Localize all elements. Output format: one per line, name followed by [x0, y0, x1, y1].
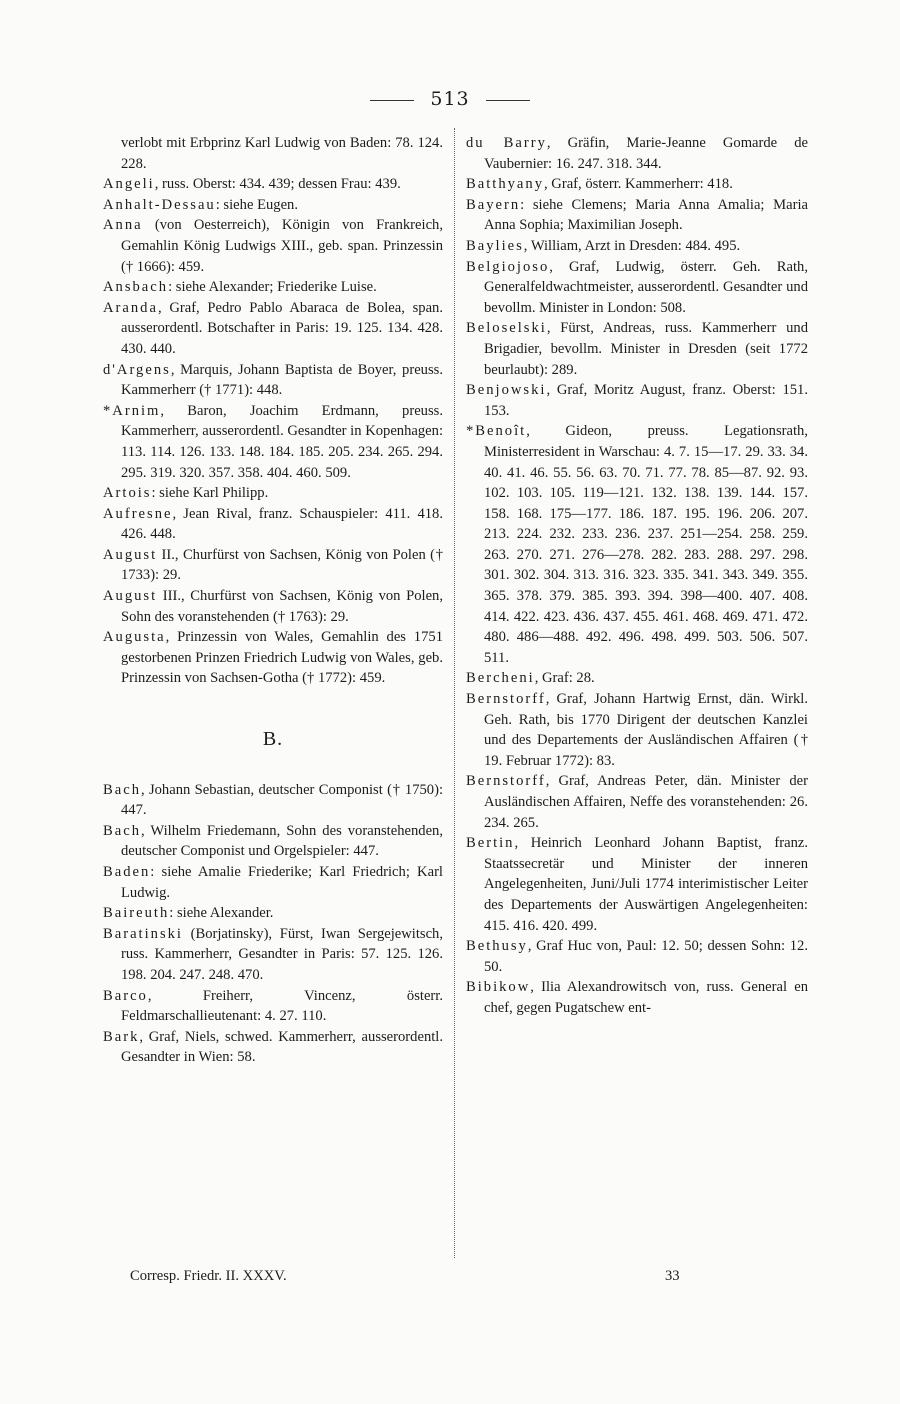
index-entry — [466, 174, 808, 195]
index-entry — [466, 380, 808, 421]
index-entry — [103, 586, 443, 627]
entry-headword: Baden — [103, 864, 151, 880]
index-entry — [103, 360, 443, 401]
entry-headword: Benjowski — [466, 382, 547, 399]
entry-text: : siehe Clemens; Maria Anna Amalia; Maria Anna Sophia; Maximilian Joseph. — [484, 196, 808, 234]
index-entry — [103, 277, 443, 298]
entry-text: , Baron, Joachim Erdmann, preuss. Kammerherr, ausserordentl. Gesandter in Kopenhagen: 113. 114. 126. 133. 148. 184. 185. 205. 234. 265. 294. 295. 319. 320. 357. 358. 404. 460. 509. — [121, 402, 443, 481]
entry-headword: d'Argens — [103, 361, 171, 378]
entry-headword: Bethusy — [466, 938, 528, 955]
column-divider — [454, 128, 455, 1258]
entry-headword: Beloselski — [466, 320, 547, 337]
index-entry — [466, 771, 808, 833]
index-entry — [103, 504, 443, 545]
entry-headword: Belgiojoso — [466, 258, 550, 275]
entry-text: , russ. Oberst: 434. 439; dessen Frau: 439. — [154, 176, 401, 193]
index-entry — [103, 821, 443, 862]
entry-headword: Artois — [103, 485, 152, 502]
entry-text: : siehe Amalie Friederike; Karl Friedrich; Karl Ludwig. — [121, 864, 443, 901]
entry-text: II., Churfürst von Sachsen, König von Polen († 1733): 29. — [121, 546, 443, 584]
entry-text: (Borjatinsky), Fürst, Iwan Sergejewitsch, russ. Kammerherr, Gesandter in Paris: 57. 125. 126. 198. 204. 247. 248. 470. — [121, 925, 443, 983]
entry-headword: Bark — [103, 1028, 140, 1045]
index-entry — [466, 689, 808, 771]
entry-headword: Bibikow — [466, 979, 531, 996]
entry-text: , Marquis, Johann Baptista de Boyer, preuss. Kammerherr († 1771): 448. — [121, 361, 443, 399]
index-entry — [466, 977, 808, 1018]
entry-headword: Barco — [103, 987, 148, 1004]
index-entry — [103, 195, 443, 216]
entry-headword: Augusta — [103, 629, 166, 646]
index-entry — [103, 1027, 443, 1068]
index-entry — [103, 924, 443, 986]
entry-text: III., Churfürst von Sachsen, König von Polen, Sohn des voranstehenden († 1763): 29. — [121, 588, 443, 625]
entry-text: , Graf, Niels, schwed. Kammerherr, ausserordentl. Gesandter in Wien: 58. — [121, 1028, 443, 1066]
entry-text: , Wilhelm Friedemann, Sohn des voranstehenden, deutscher Componist und Orgelspieler: 447. — [121, 822, 443, 860]
entry-headword: Bernstorff — [466, 691, 546, 708]
index-group-a — [103, 133, 443, 689]
entry-headword: Bercheni — [466, 670, 535, 687]
entry-headword: Anhalt-Dessau — [103, 196, 216, 213]
entry-headword: August — [103, 588, 158, 605]
entry-headword: Bayern — [466, 196, 521, 213]
entry-text: , Prinzessin von Wales, Gemahlin des 1751 gestorbenen Prinzen Friedrich Ludwig von Wales, geb. Prinzessin von Sachsen-Gotha († 1772): 459. — [121, 629, 443, 687]
index-entry — [466, 236, 808, 257]
entry-headword: *Arnim — [103, 402, 161, 419]
entry-text: , Graf, Ludwig, österr. Geh. Rath, Generalfeldwachtmeister, ausserordentl. Gesandter und bevollm. Minister in London: 508. — [484, 258, 808, 316]
entry-text: , Fürst, Andreas, russ. Kammerherr und Brigadier, bevollm. Minister in Dresden (seit 1772 beurlaubt): 289. — [484, 320, 808, 378]
entry-text: : siehe Eugen. — [215, 196, 299, 213]
footer-signature: Corresp. Friedr. II. XXXV. — [130, 1268, 287, 1284]
index-entry — [103, 174, 443, 195]
index-entry — [466, 318, 808, 380]
index-entry — [103, 483, 443, 504]
index-entry — [103, 780, 443, 821]
entry-headword: Aranda — [103, 299, 158, 316]
entry-text: , Graf, österr. Kammerherr: 418. — [544, 176, 733, 193]
entry-headword: Baireuth — [103, 905, 170, 922]
index-group-b — [103, 780, 443, 1068]
index-entry — [103, 298, 443, 360]
page-number: 513 — [430, 88, 470, 110]
right-column — [466, 133, 808, 1019]
entry-text: , Jean Rival, franz. Schauspieler: 411. 418. 426. 448. — [121, 505, 443, 543]
entry-text: , Graf, Andreas Peter, dän. Minister der Ausländischen Affairen, Neffe des voranstehenden: 26. 234. 265. — [484, 773, 808, 831]
index-entry — [466, 936, 808, 977]
entry-text: verlobt mit Erbprinz Karl Ludwig von Baden: 78. 124. 228. — [121, 135, 443, 172]
entry-text: , Freiherr, Vincenz, österr. Feldmarschallieutenant: 4. 27. 110. — [121, 987, 443, 1025]
entry-text: , Gräfin, Marie-Jeanne Gomarde de Vaubernier: 16. 247. 318. 344. — [484, 135, 808, 172]
index-entry — [466, 421, 808, 668]
entry-text: , Johann Sebastian, deutscher Componist († 1750): 447. — [121, 781, 443, 819]
index-entry — [103, 401, 443, 483]
entry-headword: Batthyany — [466, 176, 544, 193]
index-entry — [103, 862, 443, 903]
index-entry — [466, 133, 808, 174]
index-entry — [103, 133, 443, 174]
index-entry — [103, 903, 443, 924]
entry-headword: Aufresne — [103, 505, 173, 522]
entry-headword: Anna — [103, 217, 143, 234]
entry-text: , Graf, Moritz August, franz. Oberst: 151. 153. — [484, 382, 808, 419]
entry-text: , Graf: 28. — [534, 670, 595, 687]
entry-headword: Bernstorff — [466, 773, 546, 790]
entry-headword: Angeli — [103, 176, 155, 193]
entry-text: , Graf Huc von, Paul: 12. 50; dessen Sohn: 12. 50. — [484, 938, 808, 975]
page-header — [0, 88, 900, 110]
entry-headword: Bach — [103, 781, 141, 798]
index-entry — [103, 545, 443, 586]
footer-sheet-number: 33 — [665, 1268, 680, 1284]
entry-headword: Ansbach — [103, 279, 169, 296]
section-heading: B. — [262, 728, 284, 751]
entry-text: , William, Arzt in Dresden: 484. 495. — [523, 237, 741, 254]
entry-text: : siehe Alexander. — [169, 905, 274, 922]
entry-headword: Bertin — [466, 835, 515, 852]
entry-headword: du Barry — [466, 135, 547, 151]
entry-text: , Graf, Johann Hartwig Ernst, dän. Wirkl. Geh. Rath, bis 1770 Dirigent der deutschen Kanzlei und des Departements der Ausländischen Affairen († 19. Februar 1772): 83. — [484, 691, 808, 769]
entry-headword: Baratinski — [103, 925, 183, 942]
entry-text: : siehe Alexander; Friederike Luise. — [168, 279, 377, 296]
index-entry — [103, 215, 443, 277]
index-entry — [466, 668, 808, 689]
entry-text: , Gideon, preuss. Legationsrath, Ministerresident in Warschau: 4. 7. 15—17. 29. 33. 34. 40. 41. 46. 55. 56. 63. 70. 71. 77. 78. 85—87. 92. 93. 102. 103. 105. 119—121. 132. 138. 139. 144. 157. 158. 168. 175—177. 186. 187. 195. 196. 206. 207. 213. 224. 232. 233. 236. 237. 251—254. 258. 259. 263. 270. 271. 276—278. 282. 283. 288. 297. 298. 301. 302. 304. 313. 316. 323. 335. 341. 343. 349. 355. 365. 378. 379. 385. 393. 394. 398—400. 407. 408. 414. 422. 423. 436. 437. 455. 461. 468. 469. 471. 472. 480. 486—488. 492. 496. 498. 499. 503. 506. 507. 511. — [484, 423, 808, 666]
entry-text: , Heinrich Leonhard Johann Baptist, franz. Staatssecretär und Minister der inneren Angelegenheiten, Juni/Juli 1774 interimistischer Leiter des Departements der Auswärtigen Angelegenheiten: 415. 416. 420. 499. — [484, 835, 808, 934]
index-entry — [466, 257, 808, 319]
entry-headword: Baylies — [466, 237, 524, 254]
index-entry — [466, 195, 808, 236]
left-column — [103, 133, 443, 1068]
index-entry — [103, 986, 443, 1027]
header-rule-left — [370, 100, 414, 101]
entry-headword: *Benoît — [466, 423, 527, 440]
entry-text: : siehe Karl Philipp. — [151, 485, 269, 502]
entry-text: (von Oesterreich), Königin von Frankreich, Gemahlin König Ludwigs XIII., geb. span. Prinzessin († 1666): 459. — [121, 217, 443, 275]
entry-text: , Graf, Pedro Pablo Abaraca de Bolea, span. ausserordentl. Botschafter in Paris: 19. 125. 134. 428. 430. 440. — [121, 299, 443, 357]
entry-headword: Bach — [103, 822, 141, 839]
header-rule-right — [486, 100, 530, 101]
index-entry — [103, 627, 443, 689]
entry-headword: August — [103, 546, 158, 563]
entry-text: , Ilia Alexandrowitsch von, russ. General en chef, gegen Pugatschew ent- — [484, 979, 808, 1016]
index-entry — [466, 833, 808, 936]
